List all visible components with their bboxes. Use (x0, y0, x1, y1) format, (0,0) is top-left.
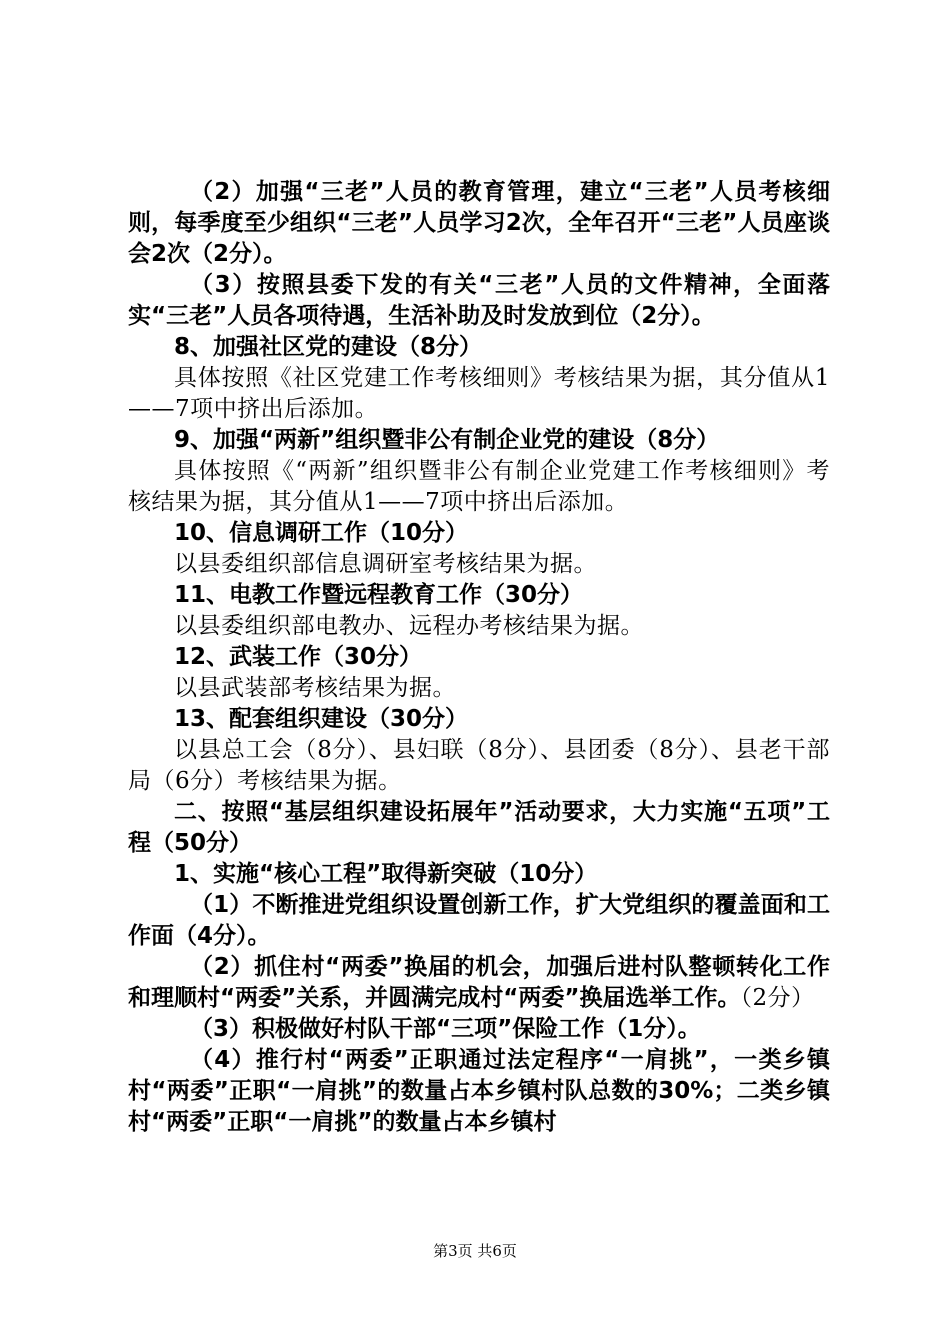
paragraph: 以县委组织部信息调研室考核结果为据。 (174, 551, 597, 577)
paragraph: 具体按照《社区党建工作考核细则》考核结果为据，其分值从1——7项中挤出后添加。 (128, 365, 830, 422)
page-footer: 第3页 共6页 (433, 1242, 517, 1260)
paragraph: （3）按照县委下发的有关“三老”人员的文件精神，全面落实“三老”人员各项待遇，生活补助及时发放到位（2分）。 (128, 272, 830, 329)
document-body (128, 177, 830, 1138)
section-heading: 8、加强社区党的建设（8分） (174, 334, 483, 360)
section-heading: 12、武装工作（30分） (174, 644, 423, 670)
paragraph: （4）推行村“两委”正职通过法定程序“一肩挑”，一类乡镇村“两委”正职“一肩挑”的数量占本乡镇村队总数的30%；二类乡镇村“两委”正职“一肩挑”的数量占本乡镇村 (128, 1047, 830, 1135)
section-heading: 9、加强“两新”组织暨非公有制企业党的建设（8分） (174, 427, 720, 453)
score-note: （2分） (740, 985, 815, 1011)
section-heading: 1、实施“核心工程”取得新突破（10分） (174, 861, 598, 887)
paragraph-text: （2）抓住村“两委”换届的机会，加强后进村队整顿转化工作和理顺村“两委”关系，并圆满完成村“两委”换届选举工作。 (128, 954, 830, 1011)
paragraph (128, 952, 830, 1014)
paragraph: 以县委组织部电教办、远程办考核结果为据。 (174, 613, 644, 639)
paragraph: （2）加强“三老”人员的教育管理，建立“三老”人员考核细则，每季度至少组织“三老”人员学习2次，全年召开“三老”人员座谈会2次（2分）。 (128, 179, 830, 267)
paragraph: 具体按照《“两新”组织暨非公有制企业党建工作考核细则》考核结果为据，其分值从1——7项中挤出后添加。 (128, 458, 830, 515)
chapter-heading: 二、按照“基层组织建设拓展年”活动要求，大力实施“五项”工程（50分） (128, 799, 830, 856)
paragraph: （3）积极做好村队干部“三项”保险工作（1分）。 (190, 1016, 701, 1042)
paragraph: 以县武装部考核结果为据。 (174, 675, 456, 701)
paragraph: 以县总工会（8分）、县妇联（8分）、县团委（8分）、县老干部局（6分）考核结果为据。 (128, 737, 830, 794)
section-heading: 11、电教工作暨远程教育工作（30分） (174, 582, 584, 608)
section-heading: 10、信息调研工作（10分） (174, 520, 469, 546)
paragraph: （1）不断推进党组织设置创新工作，扩大党组织的覆盖面和工作面（4分）。 (128, 892, 830, 949)
section-heading: 13、配套组织建设（30分） (174, 706, 469, 732)
